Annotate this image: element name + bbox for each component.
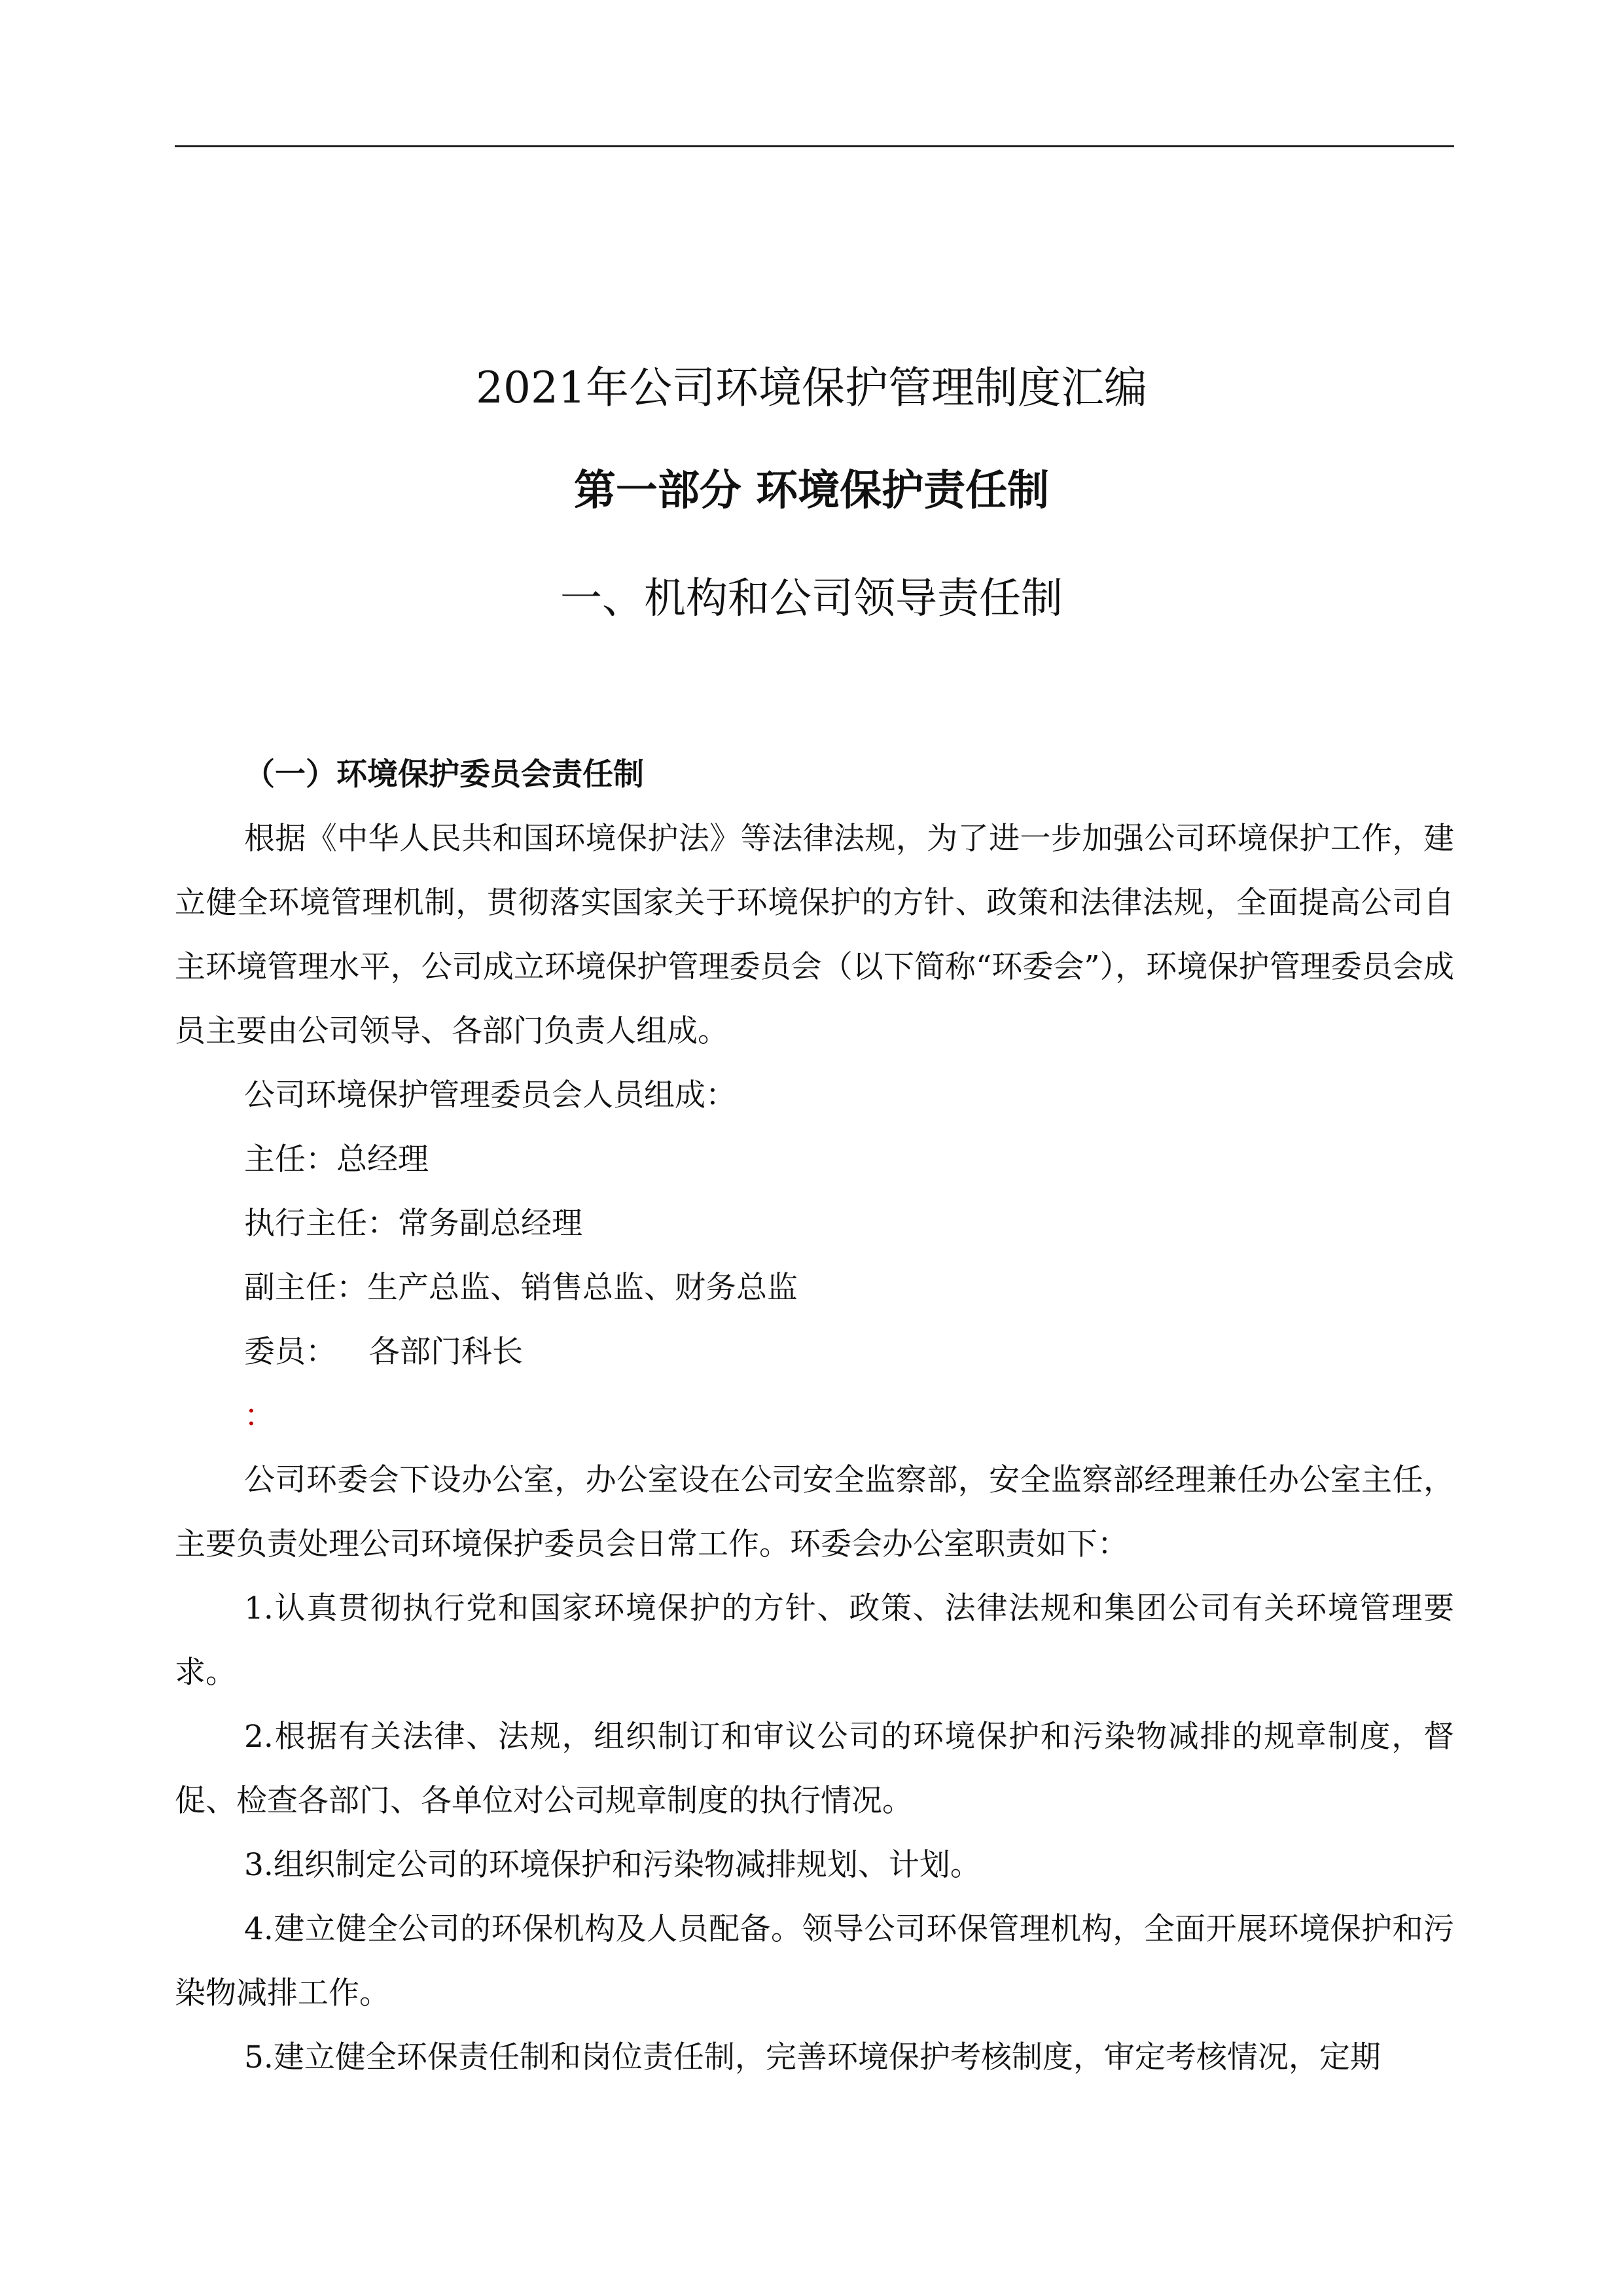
part-heading: 第一部分 环境保护责任制 — [573, 466, 1050, 515]
section-heading: （一）环境保护委员会责任制 — [244, 757, 644, 793]
members-line — [175, 1320, 1454, 1384]
intro-paragraph: 根据《中华人民共和国环境保护法》等法律法规，为了进一步加强公司环境保护工作，建立健全环境管理机制，贯彻落实国家关于环境保护的方针、政策和法律法规，全面提高公司自主环境管理水平，公司成立环境保护管理委员会（以下简称“环委会”），环境保护管理委员会成员主要由公司领导、各部门负责人组成。 — [175, 821, 1454, 1049]
duty-item: 2.根据有关法律、法规，组织制订和审议公司的环境保护和污染物减排的规章制度，督促、检查各部门、各单位对公司规章制度的执行情况。 — [175, 1719, 1454, 1819]
deputy-director-line: 副主任：生产总监、销售总监、财务总监 — [244, 1270, 798, 1306]
members-value: 各部门科长 — [369, 1334, 523, 1370]
body-text — [175, 743, 1454, 2090]
duty-item: 4.建立健全公司的环保机构及人员配备。领导公司环保管理机构，全面开展环境保护和污染物减排工作。 — [175, 1911, 1454, 2011]
duty-item: 1.认真贯彻执行党和国家环境保护的方针、政策、法律法规和集团公司有关环境管理要求。 — [175, 1590, 1454, 1691]
document-title: 2021年公司环境保护管理制度汇编 — [476, 363, 1147, 413]
office-paragraph: 公司环委会下设办公室，办公室设在公司安全监察部，安全监察部经理兼任办公室主任，主要负责处理公司环境保护委员会日常工作。环委会办公室职责如下： — [175, 1462, 1454, 1562]
composition-label: 公司环境保护管理委员会人员组成： — [244, 1077, 736, 1113]
duty-item: 5.建立健全环保责任制和岗位责任制，完善环境保护考核制度，审定考核情况，定期 — [244, 2039, 1381, 2075]
chapter-heading: 一、机构和公司领导责任制 — [560, 575, 1063, 623]
executive-director-line: 执行主任：常务副总经理 — [244, 1206, 582, 1242]
members-label: 委员： — [244, 1334, 336, 1370]
stray-colon-mark: ： — [244, 1398, 275, 1434]
duty-item: 3.组织制定公司的环境保护和污染物减排规划、计划。 — [244, 1847, 981, 1883]
director-line: 主任：总经理 — [244, 1141, 429, 1177]
header-rule — [175, 145, 1454, 147]
